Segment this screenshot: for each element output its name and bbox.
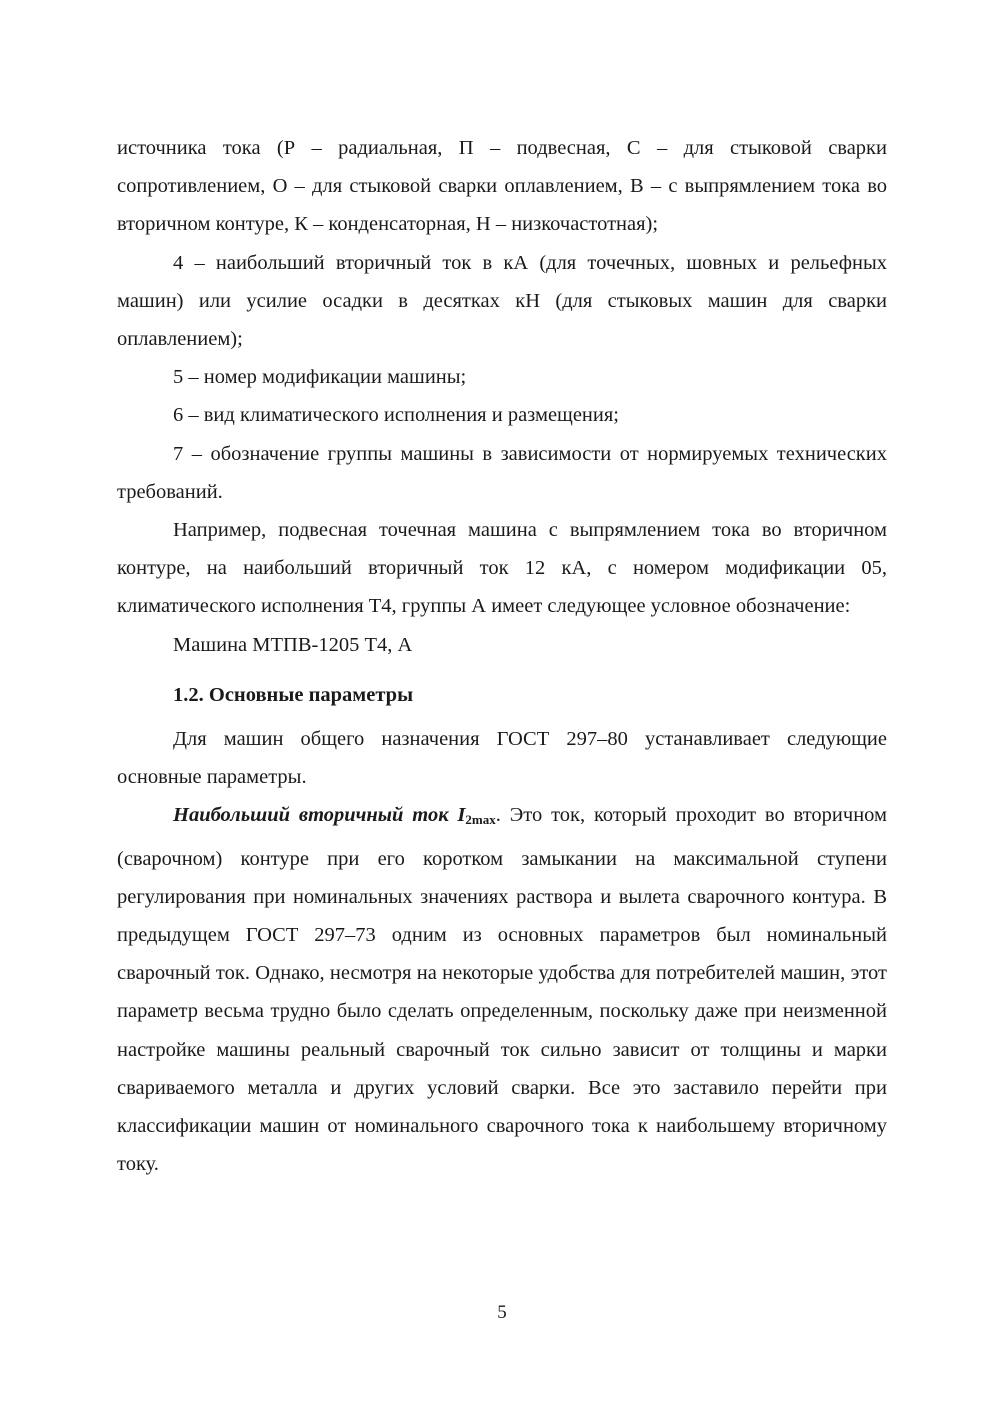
paragraph-machine-designation: Машина МТПВ-1205 Т4, А [173, 633, 413, 656]
paragraph-body-text: . Это ток, который проходит во вторичном (сварочном) контуре при его коротком замыкании на максимальной ступени регулирования при номинальных значениях раствора и вылета сварочного контура. В предыдущем ГОСТ 297–73 одним из основных параметров был номинальный сварочный ток. Однако, несмотря на некоторые удобства для потребителей машин, этот параметр весьма трудно было сделать определенным, поскольку даже при неизменной настройке машины реальный сварочный ток сильно зависит от толщины и марки свариваемого металла и других условий сварки. Все это заставило перейти при классификации машин от номинального сварочного тока к наибольшему вторичному току. [117, 804, 887, 1176]
paragraph-section-intro: Для машин общего назначения ГОСТ 297–80 устанавливает следующие основные параметры. [117, 728, 887, 789]
term-text: Наибольший вторичный ток I [173, 804, 466, 827]
page-number: 5 [497, 1302, 507, 1323]
term-subscript: 2max [465, 812, 496, 828]
paragraph-max-secondary-current [117, 796, 887, 1183]
paragraph-item-7: 7 – обозначение группы машины в зависимости от нормируемых технических требований. [117, 442, 887, 503]
section-heading: 1.2. Основные параметры [173, 683, 414, 706]
paragraph-current-source-types: источника тока (Р – радиальная, П – подвесная, С – для стыковой сварки сопротивлением, О – для стыковой сварки оплавлением, В – с выпрямлением тока во вторичном контуре, К – конденсаторная, Н – низкочастотная); [117, 137, 887, 236]
paragraph-item-6: 6 – вид климатического исполнения и размещения; [173, 404, 619, 427]
paragraph-item-5: 5 – номер модификации машины; [173, 366, 467, 389]
term-max-secondary-current [173, 804, 496, 826]
paragraph-example: Например, подвесная точечная машина с выпрямлением тока во вторичном контуре, на наибольший вторичный ток 12 кА, с номером модификации 05, климатического исполнения Т4, группы А имеет следующее условное обозначение: [117, 519, 887, 618]
page-body [117, 129, 887, 1183]
paragraph-item-4: 4 – наибольший вторичный ток в кА (для точечных, шовных и рельефных машин) или усилие осадки в десятках кН (для стыковых машин для сварки оплавлением); [117, 251, 887, 351]
